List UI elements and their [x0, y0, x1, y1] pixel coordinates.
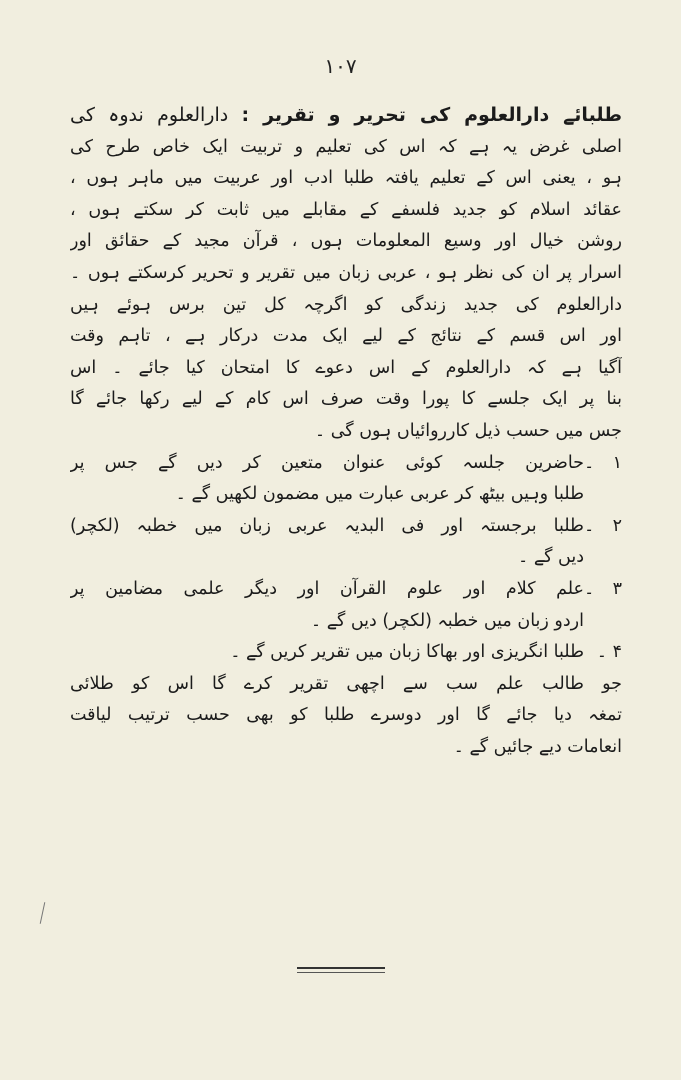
list-item-text: طلبا انگریزی اور بھاکا زبان میں تقریر کریں گے ۔ — [230, 642, 584, 663]
end-divider — [297, 967, 385, 969]
paragraph-line: جس میں حسب ذیل کارروائیاں ہوں گی ۔ — [314, 420, 622, 441]
list-item-4 — [70, 637, 622, 669]
list-item-number: ۲ ۔ — [584, 515, 622, 536]
paragraph-line: عقائد اسلام کو جدید فلسفے کے مقابلے میں ثابت کر سکتے ہوں ، — [70, 199, 622, 220]
list-item-1-continuation: طلبا وہیں بیٹھ کر عربی عبارت میں مضمون لکھیں گے ۔ — [175, 484, 584, 505]
paragraph-line: اور اس قسم کے نتائج کے لیے ایک مدت درکار ہے ، تاہم وقت — [70, 326, 622, 347]
heading-line — [70, 100, 622, 132]
paragraph-line: دارالعلوم کی جدید زندگی کو اگرچہ کل تین برس ہوئے ہیں — [70, 294, 622, 315]
list-item-2 — [70, 511, 622, 543]
paragraph-line: دارالعلوم ندوہ کی — [70, 104, 229, 126]
paragraph-line: بنا پر ایک جلسے کا پورا وقت صرف اس کام کے لیے رکھا جائے گا — [70, 389, 622, 410]
list-item-1 — [70, 448, 622, 480]
page-body — [70, 100, 622, 763]
list-item-number: ۴ ۔ — [596, 642, 622, 663]
list-item-number: ۳ ۔ — [584, 578, 622, 599]
list-item-text: علم کلام اور علوم القرآن اور دیگر علمی مضامین پر — [70, 578, 584, 599]
list-item-2-continuation: دیں گے ۔ — [518, 547, 584, 568]
margin-pencil-mark — [40, 902, 46, 924]
list-item-text: طلبا برجستہ اور فی البدیہ عربی زبان میں خطبہ (لکچر) — [70, 515, 584, 536]
page-number: ۱۰۷ — [324, 54, 357, 78]
paragraph-line: ہو ، یعنی اس کے تعلیم یافتہ طلبا ادب اور عربیت میں ماہر ہوں ، — [70, 168, 622, 189]
paragraph-line: اصلی غرض یہ ہے کہ اس کی تعلیم و تربیت ایک خاص طرح کی — [70, 136, 622, 157]
section-heading: طلبائے دارالعلوم کی تحریر و تقریر : — [241, 104, 622, 126]
list-item-3-continuation: اردو زبان میں خطبہ (لکچر) دیں گے ۔ — [310, 610, 584, 631]
closing-line: تمغہ دیا جائے گا اور دوسرے طلبا کو بھی حسب ترتیب لیاقت — [70, 705, 622, 726]
closing-line: انعامات دیے جائیں گے ۔ — [453, 736, 622, 757]
paragraph-line: اسرار پر ان کی نظر ہو ، عربی زبان میں تقریر و تحریر کرسکتے ہوں ۔ — [70, 262, 622, 283]
list-item-number: ۱ ۔ — [584, 452, 622, 473]
closing-line: جو طالب علم سب سے اچھی تقریر کرے گا اس کو طلائی — [70, 673, 622, 694]
list-item-text: حاضرین جلسہ کوئی عنوان متعین کر دیں گے جس پر — [70, 452, 584, 473]
list-item-3 — [70, 574, 622, 606]
paragraph-line: آگیا ہے کہ دارالعلوم کے اس دعوے کا امتحان کیا جائے ۔ اس — [70, 357, 622, 378]
paragraph-line: روشن خیال اور وسیع المعلومات ہوں ، قرآن مجید کے حقائق اور — [70, 231, 622, 252]
